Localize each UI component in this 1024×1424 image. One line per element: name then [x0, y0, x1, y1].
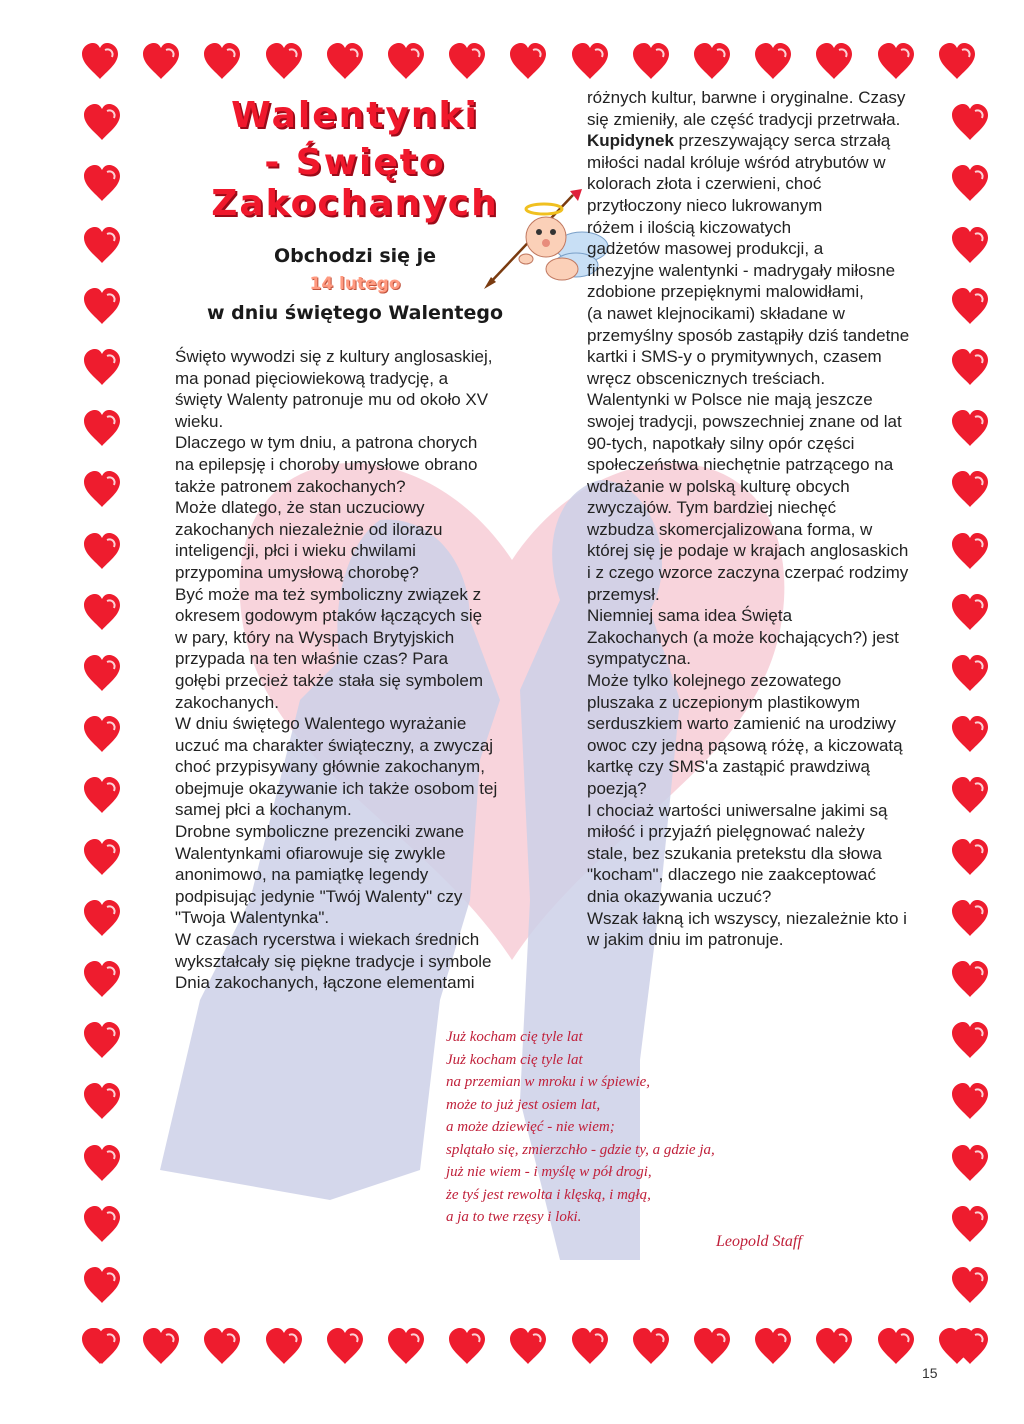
page-title-line2: - Święto — [264, 142, 446, 183]
heart-icon — [692, 42, 732, 82]
heart-icon — [264, 1327, 304, 1367]
heart-icon — [80, 42, 120, 82]
poem-author: Leopold Staff — [716, 1233, 802, 1250]
heart-icon — [950, 960, 990, 1000]
heart-icon — [82, 164, 122, 204]
heart-icon — [82, 348, 122, 388]
heart-icon — [950, 1205, 990, 1245]
heart-icon — [202, 42, 242, 82]
heart-icon — [876, 1327, 916, 1367]
heart-icon — [82, 532, 122, 572]
poem: Już kocham cię tyle lat Już kocham cię tyle lat na przemian w mroku i w śpiewie, może to już jest osiem lat, a może dziewięć - nie wiem; splątało się, zmierzchło - gdzie ty, a gdzie ja, już nie wiem - i myślę w pół drogi, że tyś jest rewolta i klęską, i mgłą, a ja to twe rzęsy i loki. — [446, 1029, 715, 1225]
subtitle-line3: w dniu świętego Walentego — [206, 302, 504, 324]
heart-icon — [82, 776, 122, 816]
heart-icon — [950, 1327, 990, 1367]
heart-icon — [82, 1266, 122, 1306]
cupid-bold-word: Kupidynek — [587, 131, 674, 151]
heart-icon — [447, 42, 487, 82]
heart-icon — [814, 42, 854, 82]
heart-icon — [82, 1327, 122, 1367]
heart-icon — [141, 42, 181, 82]
heart-icon — [631, 42, 671, 82]
heart-icon — [202, 1327, 242, 1367]
heart-icon — [141, 1327, 181, 1367]
heart-icon — [82, 1205, 122, 1245]
heart-icon — [82, 1082, 122, 1122]
heart-icon — [82, 899, 122, 939]
heart-icon — [82, 287, 122, 327]
heart-icon — [937, 42, 977, 82]
heart-icon — [82, 103, 122, 143]
right-column-intro: różnych kultur, barwne i oryginalne. Czasy się zmieniły, ale część tradycji przetrwała. — [587, 88, 906, 129]
heart-icon — [950, 1266, 990, 1306]
subtitle-date: 14 lutego — [309, 274, 401, 294]
heart-icon — [508, 42, 548, 82]
heart-icon — [82, 226, 122, 266]
heart-icon — [82, 593, 122, 633]
heart-icon — [386, 1327, 426, 1367]
heart-icon — [82, 409, 122, 449]
heart-icon — [692, 1327, 732, 1367]
article-left-column: Święto wywodzi się z kultury anglosaskiej, ma ponad pięciowiekową tradycję, a święty Walenty patronuje mu od około XV wieku. Dlaczego w tym dniu, a patrona chorych na epilepsję i choroby umysłowe obrano także patronem zakochanych? Może dlatego, że stan uczuciowy zakochanych niezależnie od ilorazu inteligencji, płci i wieku chwilami przypomina umysłową chorobę? Być może ma też symboliczny związek z okresem godowym ptaków łączących się w pary, który na Wyspach Brytyjskich przypada na ten właśnie czas? Para gołębi przecież także stała się symbolem zakochanych. W dniu świętego Walentego wyrażanie uczuć ma charakter świąteczny, a zwyczaj choć przypisywany głównie zakochanym, obejmuje okazywanie ich także osobom tej samej płci a kochanym. Drobne symboliczne prezenciki zwane Walentynkami ofiarowuje się zwykle anonimowo, na pamiątkę legendy podpisując jedynie "Twój Walenty" czy "Twoja Walentynka". W czasach rycerstwa i wiekach średnich wykształcały się piękne tradycje i symbole Dnia zakochanych, łączone elementami — [175, 347, 498, 993]
page-title: Walentynki — [231, 95, 479, 136]
article-right-column — [587, 87, 959, 951]
heart-icon — [82, 470, 122, 510]
heart-icon — [950, 1144, 990, 1184]
heart-icon — [447, 1327, 487, 1367]
heart-icon — [753, 42, 793, 82]
page-title-line3: Zakochanych — [211, 183, 499, 224]
heart-icon — [753, 1327, 793, 1367]
right-column-body: przeszywający serca strzałą miłości nadal króluje wśród atrybutów w kolorach złota i czerwieni, choć przytłoczony nieco lukrowanym różem i ilością kiczowatych gadżetów masowej produkcji, a finezyjne walentynki - madrygały miłosne zdobione przepięknymi malowidłami, (a nawet klejnocikami) składane w przemyślny sposób zastąpiły dziś tandetne kartki i SMS-y o prymitywnych, czasem wręcz obscenicznych treściach. Walentynki w Polsce nie mają jeszcze swojej tradycji, powszechniej znane od lat 90-tych, napotkały silny opór części społeczeństwa niechętnie patrzącego na wdrażanie w polską kulturę obcych zwyczajów. Tym bardziej niechęć wzbudza skomercjalizowana forma, w której się je podaje w krajach anglosaskich i z czego wzorce zaczyna czerpać rodzimy przemysł. Niemniej sama idea Święta Zakochanych (a może kochających?) jest sympatyczna. Może tylko kolejnego zezowatego pluszaka z uczepionym plastikowym serduszkiem warto zamienić na urodziwy owoc czy jedną pąsową różę, a kiczowatą kartkę czy SMS'a zastąpić prawdziwą poezją? I chociaż wartości uniwersalne jakimi są miłość i przyjaźń pielęgnować należy stale, bez szukania pretekstu dla słowa "kocham", dlaczego nie zaakceptować dnia okazywania uczuć? Wszak łakną ich wszyscy, niezależnie kto i w jakim dniu im patronuje. — [587, 131, 910, 950]
heart-icon — [570, 1327, 610, 1367]
heart-icon — [82, 1021, 122, 1061]
heart-icon — [814, 1327, 854, 1367]
page-number: 15 — [922, 1365, 938, 1381]
heart-icon — [950, 1082, 990, 1122]
subtitle-line1: Obchodzi się je — [273, 245, 437, 267]
heart-icon — [82, 838, 122, 878]
heart-icon — [82, 1144, 122, 1184]
heart-icon — [82, 715, 122, 755]
heart-icon — [325, 42, 365, 82]
heart-icon — [876, 42, 916, 82]
heart-icon — [82, 960, 122, 1000]
heart-icon — [264, 42, 304, 82]
heart-icon — [631, 1327, 671, 1367]
heart-icon — [82, 654, 122, 694]
heart-icon — [508, 1327, 548, 1367]
heart-icon — [570, 42, 610, 82]
heart-icon — [325, 1327, 365, 1367]
heart-icon — [950, 1021, 990, 1061]
heart-icon — [386, 42, 426, 82]
